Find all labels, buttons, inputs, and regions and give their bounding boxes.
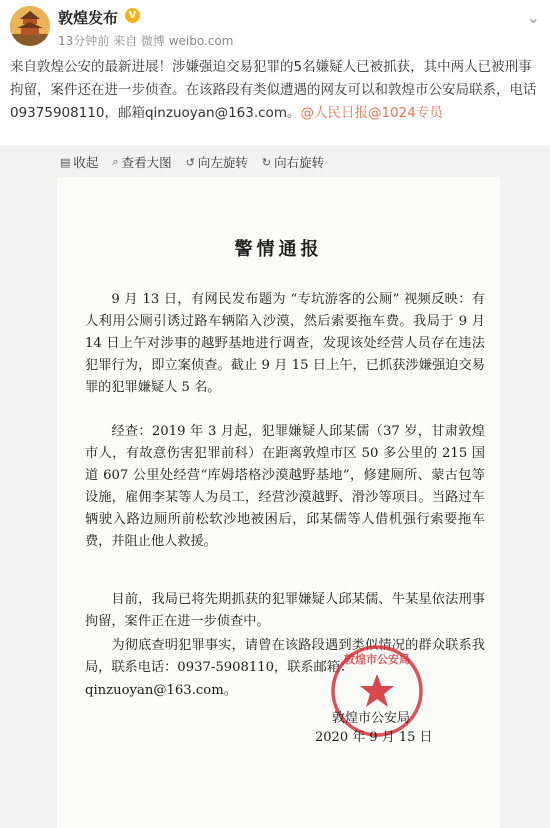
rotate-right-button[interactable] [262, 153, 324, 171]
chevron-down-icon[interactable]: ⌄ [526, 8, 540, 27]
notice-paragraph-1: 9 月 13 日，有网民发布题为 “专坑游客的公厕” 视频反映：有人利用公厕引诱过路车辆陷入沙漠，然后索要拖车费。我局于 9 月 14 日上午对涉事的越野基地进行调查，发现该处经营人员存在违法犯罪行为，即立案侦查。截止 9 月 15 日上午，已抓获涉嫌强迫交易罪的犯罪嫌疑人 5 名。 [85, 292, 485, 395]
mention-link-2[interactable]: @1024专员 [367, 105, 443, 121]
collapse-label: 收起 [73, 155, 99, 170]
mention-link[interactable]: @人民日报 [300, 105, 368, 121]
image-toolbar [60, 153, 324, 171]
notice-image[interactable] [57, 177, 500, 828]
post-meta [58, 32, 233, 49]
notice-paragraph-3: 目前，我局已将先期抓获的犯罪嫌疑人邱某儒、牛某星依法刑事拘留，案件正在进一步侦查中。 [85, 592, 485, 629]
view-large-label: 查看大图 [121, 155, 172, 170]
view-large-button[interactable] [112, 153, 171, 171]
notice-org: 敦煌市公安局 [332, 711, 411, 726]
pagoda-avatar-icon [10, 6, 50, 46]
rotate-right-icon: ↻ [261, 155, 272, 169]
notice-paragraph-2: 经查：2019 年 3 月起，犯罪嫌疑人邱某儒（37 岁，甘肃敦煌市人，有故意伤害犯罪前科）在距离敦煌市区 50 多公里的 215 国道 607 公里处经营“库姆塔格沙漠越野基地”，修建厕所、蒙古包等设施，雇佣李某等人为员工，经营沙漠越野、滑沙等项目。当路过车辆驶入路边厕所前松软沙地被困后，邱某儒等人借机强行索要拖车费，并阻止他人救援。 [85, 424, 485, 549]
rotate-left-button[interactable] [186, 153, 248, 171]
collapse-icon: ▤ [60, 155, 71, 169]
notice-title: 警情通报 [234, 239, 323, 260]
username[interactable]: 敦煌发布 [58, 9, 119, 27]
notice-date: 2020 年 9 月 15 日 [315, 730, 433, 745]
rotate-left-label: 向左旋转 [197, 155, 248, 170]
collapse-button[interactable] [60, 153, 98, 171]
post-body: 来自敦煌公安的最新进展！涉嫌强迫交易犯罪的5名嫌疑人已被抓获，其中两人已被刑事拘留，案件还在进一步侦查。在该路段有类似遭遇的网友可以和敦煌市公安局联系，电话09375908110，邮箱qinzuoyan@163.com。 [10, 59, 537, 121]
rotate-left-icon: ↺ [185, 155, 195, 169]
post-source: 来自 微博 weibo.com [113, 34, 234, 48]
notice-paragraph-4: 为彻底查明犯罪事实，请曾在该路段遇到类似情况的群众联系我局，联系电话：0937-5908110，联系邮箱： [85, 638, 485, 675]
seal-text: 敦煌市公安局 [344, 653, 410, 666]
magnify-icon: ⌕ [112, 155, 119, 168]
post-header [0, 0, 550, 55]
notice-email: qinzuoyan@163.com。 [85, 683, 237, 698]
post-text [10, 56, 542, 125]
post-time: 13分钟前 [58, 34, 110, 48]
rotate-right-label: 向右旋转 [274, 155, 325, 170]
verified-badge-icon: V [125, 8, 140, 23]
avatar[interactable] [10, 6, 50, 46]
